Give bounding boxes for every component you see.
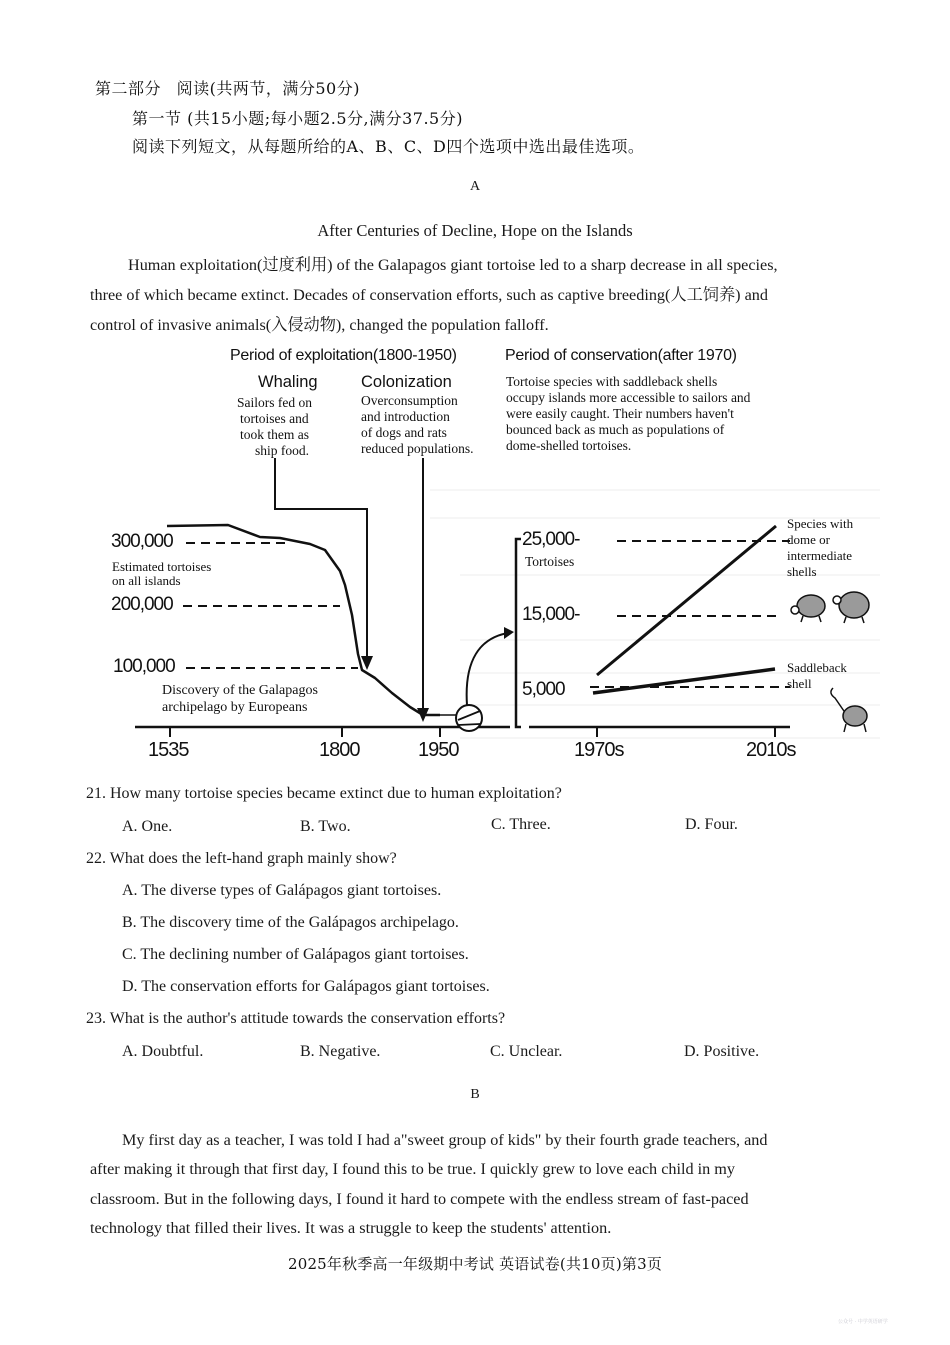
- page-footer: 2025年秋季高一年级期中考试 英语试卷(共10页)第3页: [287, 1255, 663, 1273]
- right-y-tick-5000: 5,000: [522, 679, 565, 700]
- q23-option-a: A. Doubtful.: [122, 1043, 204, 1060]
- saddle-series-label-1: Saddleback: [787, 660, 847, 675]
- conservation-line-1: Tortoise species with saddleback shells: [506, 374, 718, 389]
- discovery-annotation-2: archipelago by Europeans: [162, 700, 308, 715]
- part-label: 第二部分: [95, 79, 162, 98]
- q22-option-d: D. The conservation efforts for Galápagos giant tortoises.: [122, 978, 490, 995]
- conservation-line-3: were easily caught. Their numbers haven't: [506, 406, 734, 421]
- question-21: 21. How many tortoise species became extinct due to human exploitation?: [86, 785, 562, 802]
- passage-a-line-1: Human exploitation(过度利用) of the Galapagos giant tortoise led to a sharp decrease in all species,: [128, 256, 778, 274]
- question-22: 22. What does the left-hand graph mainly show?: [86, 850, 397, 867]
- left-y-tick-300000: 300,000: [111, 531, 173, 552]
- dome-series-label-2: dome or: [787, 532, 830, 547]
- colonization-line-1: Overconsumption: [361, 393, 458, 408]
- whaling-line-3: took them as: [240, 427, 309, 442]
- discovery-annotation-1: Discovery of the Galapagos: [162, 683, 318, 698]
- conservation-line-4: bounced back as much as populations of: [506, 422, 725, 437]
- passage-b-line-1: My first day as a teacher, I was told I had a"sweet group of kids" by their fourth grade teachers, and: [122, 1131, 768, 1149]
- left-y-label-2: on all islands: [112, 573, 181, 588]
- q21-option-c: C. Three.: [491, 816, 551, 833]
- conservation-line-2: occupy islands more accessible to sailors and: [506, 390, 751, 405]
- exploitation-heading: Period of exploitation(1800-1950): [230, 347, 457, 364]
- right-x-tick-2010s: 2010s: [746, 739, 796, 761]
- part-subtitle: 阅读(共两节，满分50分): [176, 79, 360, 98]
- right-y-label: Tortoises: [525, 554, 575, 569]
- right-y-tick-15000: 15,000-: [522, 604, 580, 625]
- conservation-heading: Period of conservation(after 1970): [505, 347, 737, 364]
- whaling-heading: Whaling: [258, 373, 318, 391]
- colonization-line-3: of dogs and rats: [361, 425, 447, 440]
- dome-tortoise-icon: [791, 592, 869, 623]
- dome-series-label-1: Species with: [787, 516, 854, 531]
- q23-option-b: B. Negative.: [300, 1043, 381, 1060]
- whaling-line-1: Sailors fed on: [237, 395, 312, 410]
- passage-b-line-4: technology that filled their lives. It was a struggle to keep the students' attention.: [90, 1219, 612, 1237]
- whaling-line-4: ship food.: [255, 443, 309, 458]
- tortoise-population-figure: [100, 340, 890, 780]
- instructions: 阅读下列短文，从每题所给的A、B、C、D四个选项中选出最佳选项。: [132, 137, 645, 156]
- left-x-tick-1800: 1800: [319, 739, 360, 761]
- q21-option-d: D. Four.: [685, 816, 738, 833]
- whaling-line-2: tortoises and: [240, 411, 309, 426]
- dome-series-label-4: shells: [787, 564, 817, 579]
- passage-a-line-3: control of invasive animals(入侵动物), changed the population falloff.: [90, 316, 549, 334]
- passage-b-letter: B: [470, 1087, 480, 1102]
- q22-option-a: A. The diverse types of Galápagos giant tortoises.: [122, 882, 442, 899]
- right-y-tick-25000: 25,000-: [522, 529, 580, 550]
- colonization-line-4: reduced populations.: [361, 441, 474, 456]
- q23-option-c: C. Unclear.: [490, 1043, 563, 1060]
- watermark: 公众号 · 中学英语研学: [838, 1319, 888, 1325]
- passage-b-line-3: classroom. But in the following days, I found it hard to compete with the endless stream of fast-paced: [90, 1190, 749, 1208]
- left-x-tick-1950: 1950: [418, 739, 459, 761]
- left-x-tick-1535: 1535: [148, 739, 189, 761]
- passage-b-line-2: after making it through that first day, I found this to be true. I quickly grew to love each child in my: [90, 1160, 735, 1178]
- conservation-line-5: dome-shelled tortoises.: [506, 438, 632, 453]
- left-y-tick-200000: 200,000: [111, 594, 173, 615]
- passage-a-line-2: three of which became extinct. Decades of conservation efforts, such as captive breeding(人工饲养) and: [90, 286, 768, 304]
- dome-series-label-3: intermediate: [787, 548, 852, 563]
- section-title: 第一节 (共15小题;每小题2.5分,满分37.5分): [132, 109, 463, 128]
- saddle-series-label-2: shell: [787, 676, 812, 691]
- part-title: [95, 76, 360, 99]
- q21-option-b: B. Two.: [300, 818, 351, 835]
- q22-option-c: C. The declining number of Galápagos giant tortoises.: [122, 946, 469, 963]
- left-y-tick-100000: 100,000: [113, 656, 175, 677]
- passage-a-title: After Centuries of Decline, Hope on the Islands: [317, 221, 633, 240]
- question-23: 23. What is the author's attitude towards the conservation efforts?: [86, 1010, 506, 1027]
- q21-option-a: A. One.: [122, 818, 173, 835]
- left-y-label-1: Estimated tortoises: [112, 559, 212, 574]
- right-x-tick-1970s: 1970s: [574, 739, 624, 761]
- q22-option-b: B. The discovery time of the Galápagos archipelago.: [122, 914, 459, 931]
- passage-a-letter: A: [469, 179, 481, 194]
- colonization-heading: Colonization: [361, 373, 452, 391]
- colonization-line-2: and introduction: [361, 409, 450, 424]
- saddleback-tortoise-icon: [831, 688, 867, 732]
- q23-option-d: D. Positive.: [684, 1043, 760, 1060]
